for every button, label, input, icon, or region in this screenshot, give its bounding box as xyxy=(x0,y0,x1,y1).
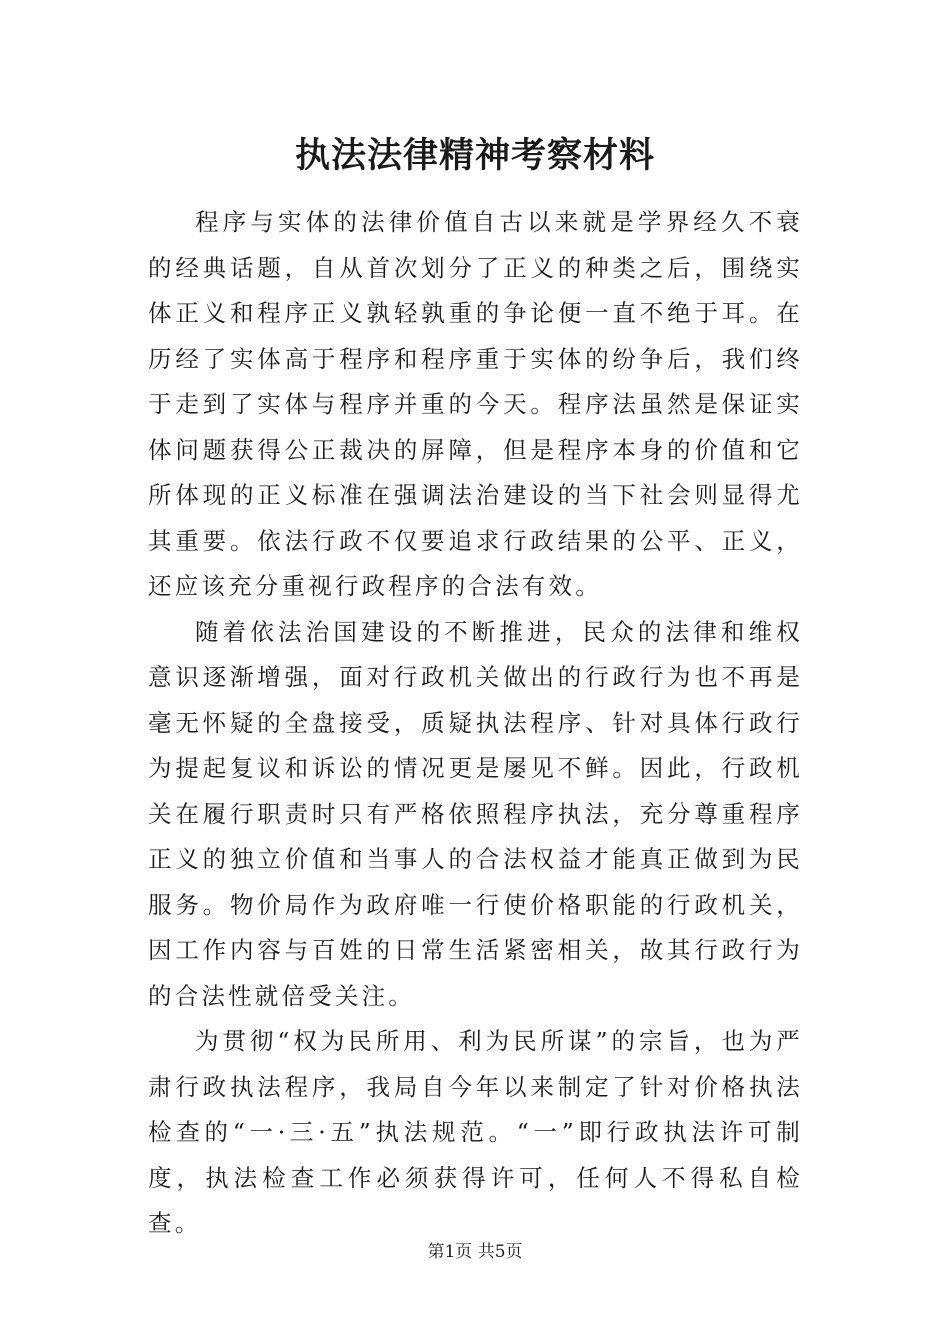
document-title: 执法法律精神考察材料 xyxy=(294,136,655,176)
paragraph-1: 程序与实体的法律价值自古以来就是学界经久不衰的经典话题，自从首次划分了正义的种类之后，围绕实体正义和程序正义孰轻孰重的争论便一直不绝于耳。在历经了实体高于程序和程序重于实体的纷争后，我们终于走到了实体与程序并重的今天。程序法虽然是保证实体问题获得公正裁决的屏障，但是程序本身的价值和它所体现的正义标准在强调法治建设的当下社会则显得尤其重要。依法行政不仅要追求行政结果的公平、正义，还应该充分重视行政程序的合法有效。 xyxy=(148,208,803,600)
page-number-footer: 第1页 共5页 xyxy=(427,1242,523,1262)
paragraph-3: 为贯彻“权为民所用、利为民所谋”的宗旨，也为严肃行政执法程序，我局自今年以来制定了针对价格执法检查的“一·三·五”执法规范。“一”即行政执法许可制度，执法检查工作必须获得许可，任何人不得私自检查。 xyxy=(148,1027,803,1237)
document-body xyxy=(148,200,803,1247)
paragraph-2: 随着依法治国建设的不断推进，民众的法律和维权意识逐渐增强，面对行政机关做出的行政行为也不再是毫无怀疑的全盘接受，质疑执法程序、针对具体行政行为提起复议和诉讼的情况更是屡见不鲜。因此，行政机关在履行职责时只有严格依照程序执法，充分尊重程序正义的独立价值和当事人的合法权益才能真正做到为民服务。物价局作为政府唯一行使价格职能的行政机关，因工作内容与百姓的日常生活紧密相关，故其行政行为的合法性就倍受关注。 xyxy=(148,617,803,1010)
